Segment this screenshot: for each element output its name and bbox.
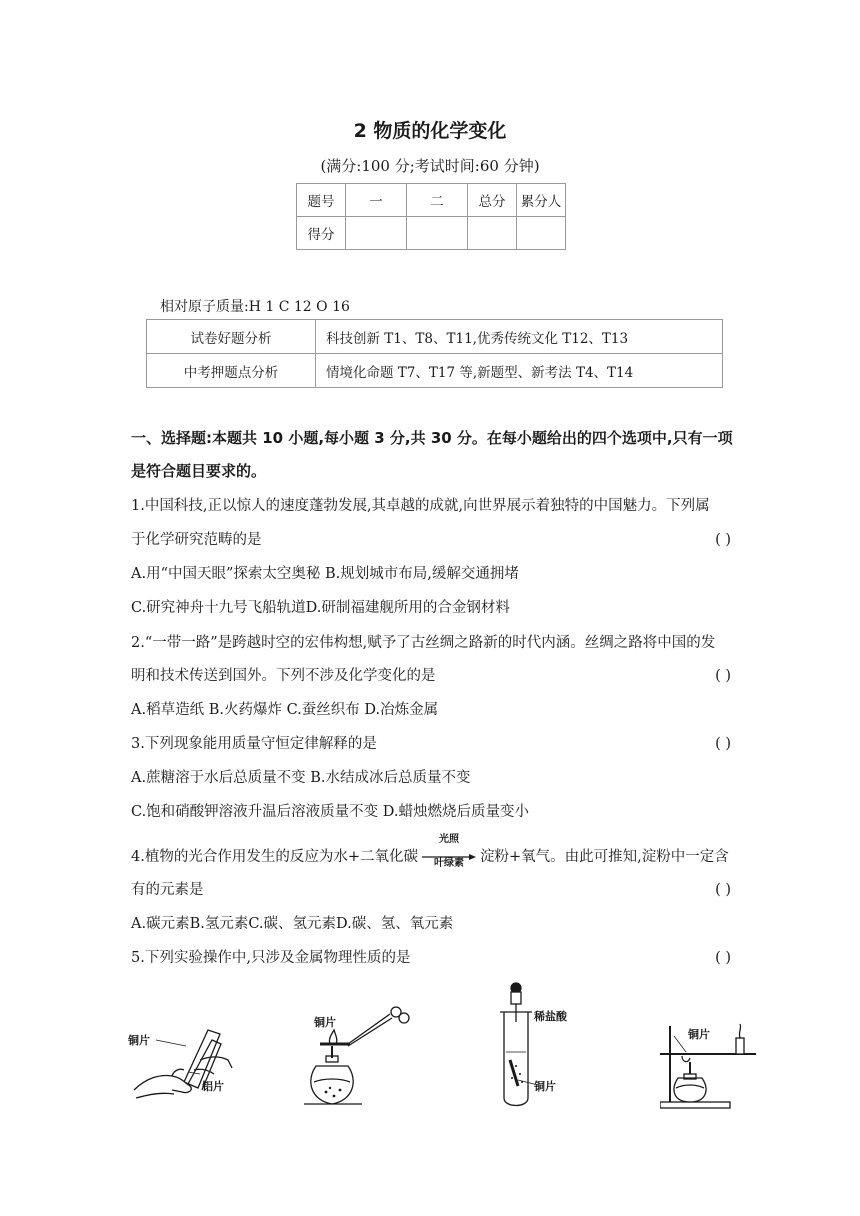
question-3-options-row2: C.饱和硝酸钾溶液升温后溶液质量不变 D.蜡烛燃烧后质量变小 [131,804,530,820]
question-5-stem: 5.下列实验操作中,只涉及金属物理性质的是 [131,950,411,966]
figure-d-label-copper: 铜片 [688,1028,710,1041]
score-header-cell: 一 [346,184,407,217]
score-row-label: 得分 [297,217,346,250]
figure-d [660,1020,760,1110]
question-4-stem-cont: 有的元素是 [131,882,204,898]
analysis-label: 中考押题点分析 [147,354,316,388]
answer-blank[interactable]: ( ) [715,532,731,548]
exam-info: (满分:100 分;考试时间:60 分钟) [320,157,540,175]
reaction-condition-below: 叶绿素 [433,858,464,869]
answer-blank[interactable]: ( ) [715,950,731,966]
question-1-options-row1: A.用“中国天眼”探索太空奥秘 B.规划城市布局,缓解交通拥堵 [131,566,519,582]
reaction-arrow [420,834,478,869]
analysis-row [147,354,723,388]
question-4-text [131,834,731,869]
analysis-value: 情境化命题 T7、T17 等,新题型、新考法 T4、T14 [316,354,723,388]
score-table-score-row [297,217,566,250]
score-header-cell: 总分 [468,184,517,217]
question-2-text-cont [131,666,731,686]
score-header-cell: 题号 [297,184,346,217]
question-4-stem-start: 4.植物的光合作用发生的反应为水+二氧化碳 [131,849,418,865]
test-tube-illustration [494,982,594,1114]
figure-b-label-copper: 铜片 [314,1016,336,1029]
question-2-options: A.稻草造纸 B.火药爆炸 C.蚕丝织布 D.冶炼金属 [131,702,439,718]
section-heading: 一、选择题:本题共 10 小题,每小题 3 分,共 30 分。在每小题给出的四个选项中,只有一项 [131,429,733,447]
question-1-text-cont [131,530,731,550]
iron-stand-illustration [660,1020,760,1110]
reaction-condition-above: 光照 [438,834,459,845]
figure-a-label-aluminum: 铝片 [202,1080,224,1093]
question-4-options: A.碳元素B.氢元素C.碳、氢元素D.碳、氢、氧元素 [131,916,454,932]
answer-blank[interactable]: ( ) [715,736,731,752]
analysis-row [147,320,723,354]
figure-a [128,1012,238,1107]
score-cell[interactable] [407,217,468,250]
question-1-options-row2: C.研究神舟十九号飞船轨道D.研制福建舰所用的合金钢材料 [131,600,510,616]
question-1-text: 1.中国科技,正以惊人的速度蓬勃发展,其卓越的成就,向世界展示着独特的中国魅力。下列属 [131,498,710,514]
figure-c-label-copper: 铜片 [534,1080,556,1093]
section-heading-cont: 是符合题目要求的。 [131,462,267,480]
score-table [296,183,566,250]
analysis-label: 试卷好题分析 [147,320,316,354]
page-title: 2 物质的化学变化 [353,120,507,142]
answer-blank[interactable]: ( ) [715,668,731,684]
atomic-mass-note: 相对原子质量:H 1 C 12 O 16 [160,299,350,315]
score-cell[interactable] [346,217,407,250]
question-3-text [131,734,731,754]
question-2-text: 2.“一带一路”是跨越时空的宏伟构想,赋予了古丝绸之路新的时代内涵。丝绸之路将中国的发 [131,635,716,651]
analysis-value: 科技创新 T1、T8、T11,优秀传统文化 T12、T13 [316,320,723,354]
figure-a-label-copper: 铜片 [128,1034,150,1047]
score-cell[interactable] [468,217,517,250]
figure-c [494,982,594,1114]
figure-c-label-acid: 稀盐酸 [534,1010,567,1023]
score-cell[interactable] [517,217,566,250]
answer-blank[interactable]: ( ) [715,882,731,898]
score-table-header-row [297,184,566,217]
question-2-stem-end: 明和技术传送到国外。下列不涉及化学变化的是 [131,668,436,684]
question-3-options-row1: A.蔗糖溶于水后总质量不变 B.水结成冰后总质量不变 [131,770,471,786]
question-1-stem-end: 于化学研究范畴的是 [131,532,262,548]
score-header-cell: 累分人 [517,184,566,217]
question-4-text-cont [131,880,731,900]
analysis-table [146,319,723,388]
figure-b [300,1000,410,1110]
question-5-text [131,948,731,968]
score-header-cell: 二 [407,184,468,217]
question-3-stem: 3.下列现象能用质量守恒定律解释的是 [131,736,377,752]
question-4-stem-end: 淀粉+氧气。由此可推知,淀粉中一定含 [479,849,729,865]
